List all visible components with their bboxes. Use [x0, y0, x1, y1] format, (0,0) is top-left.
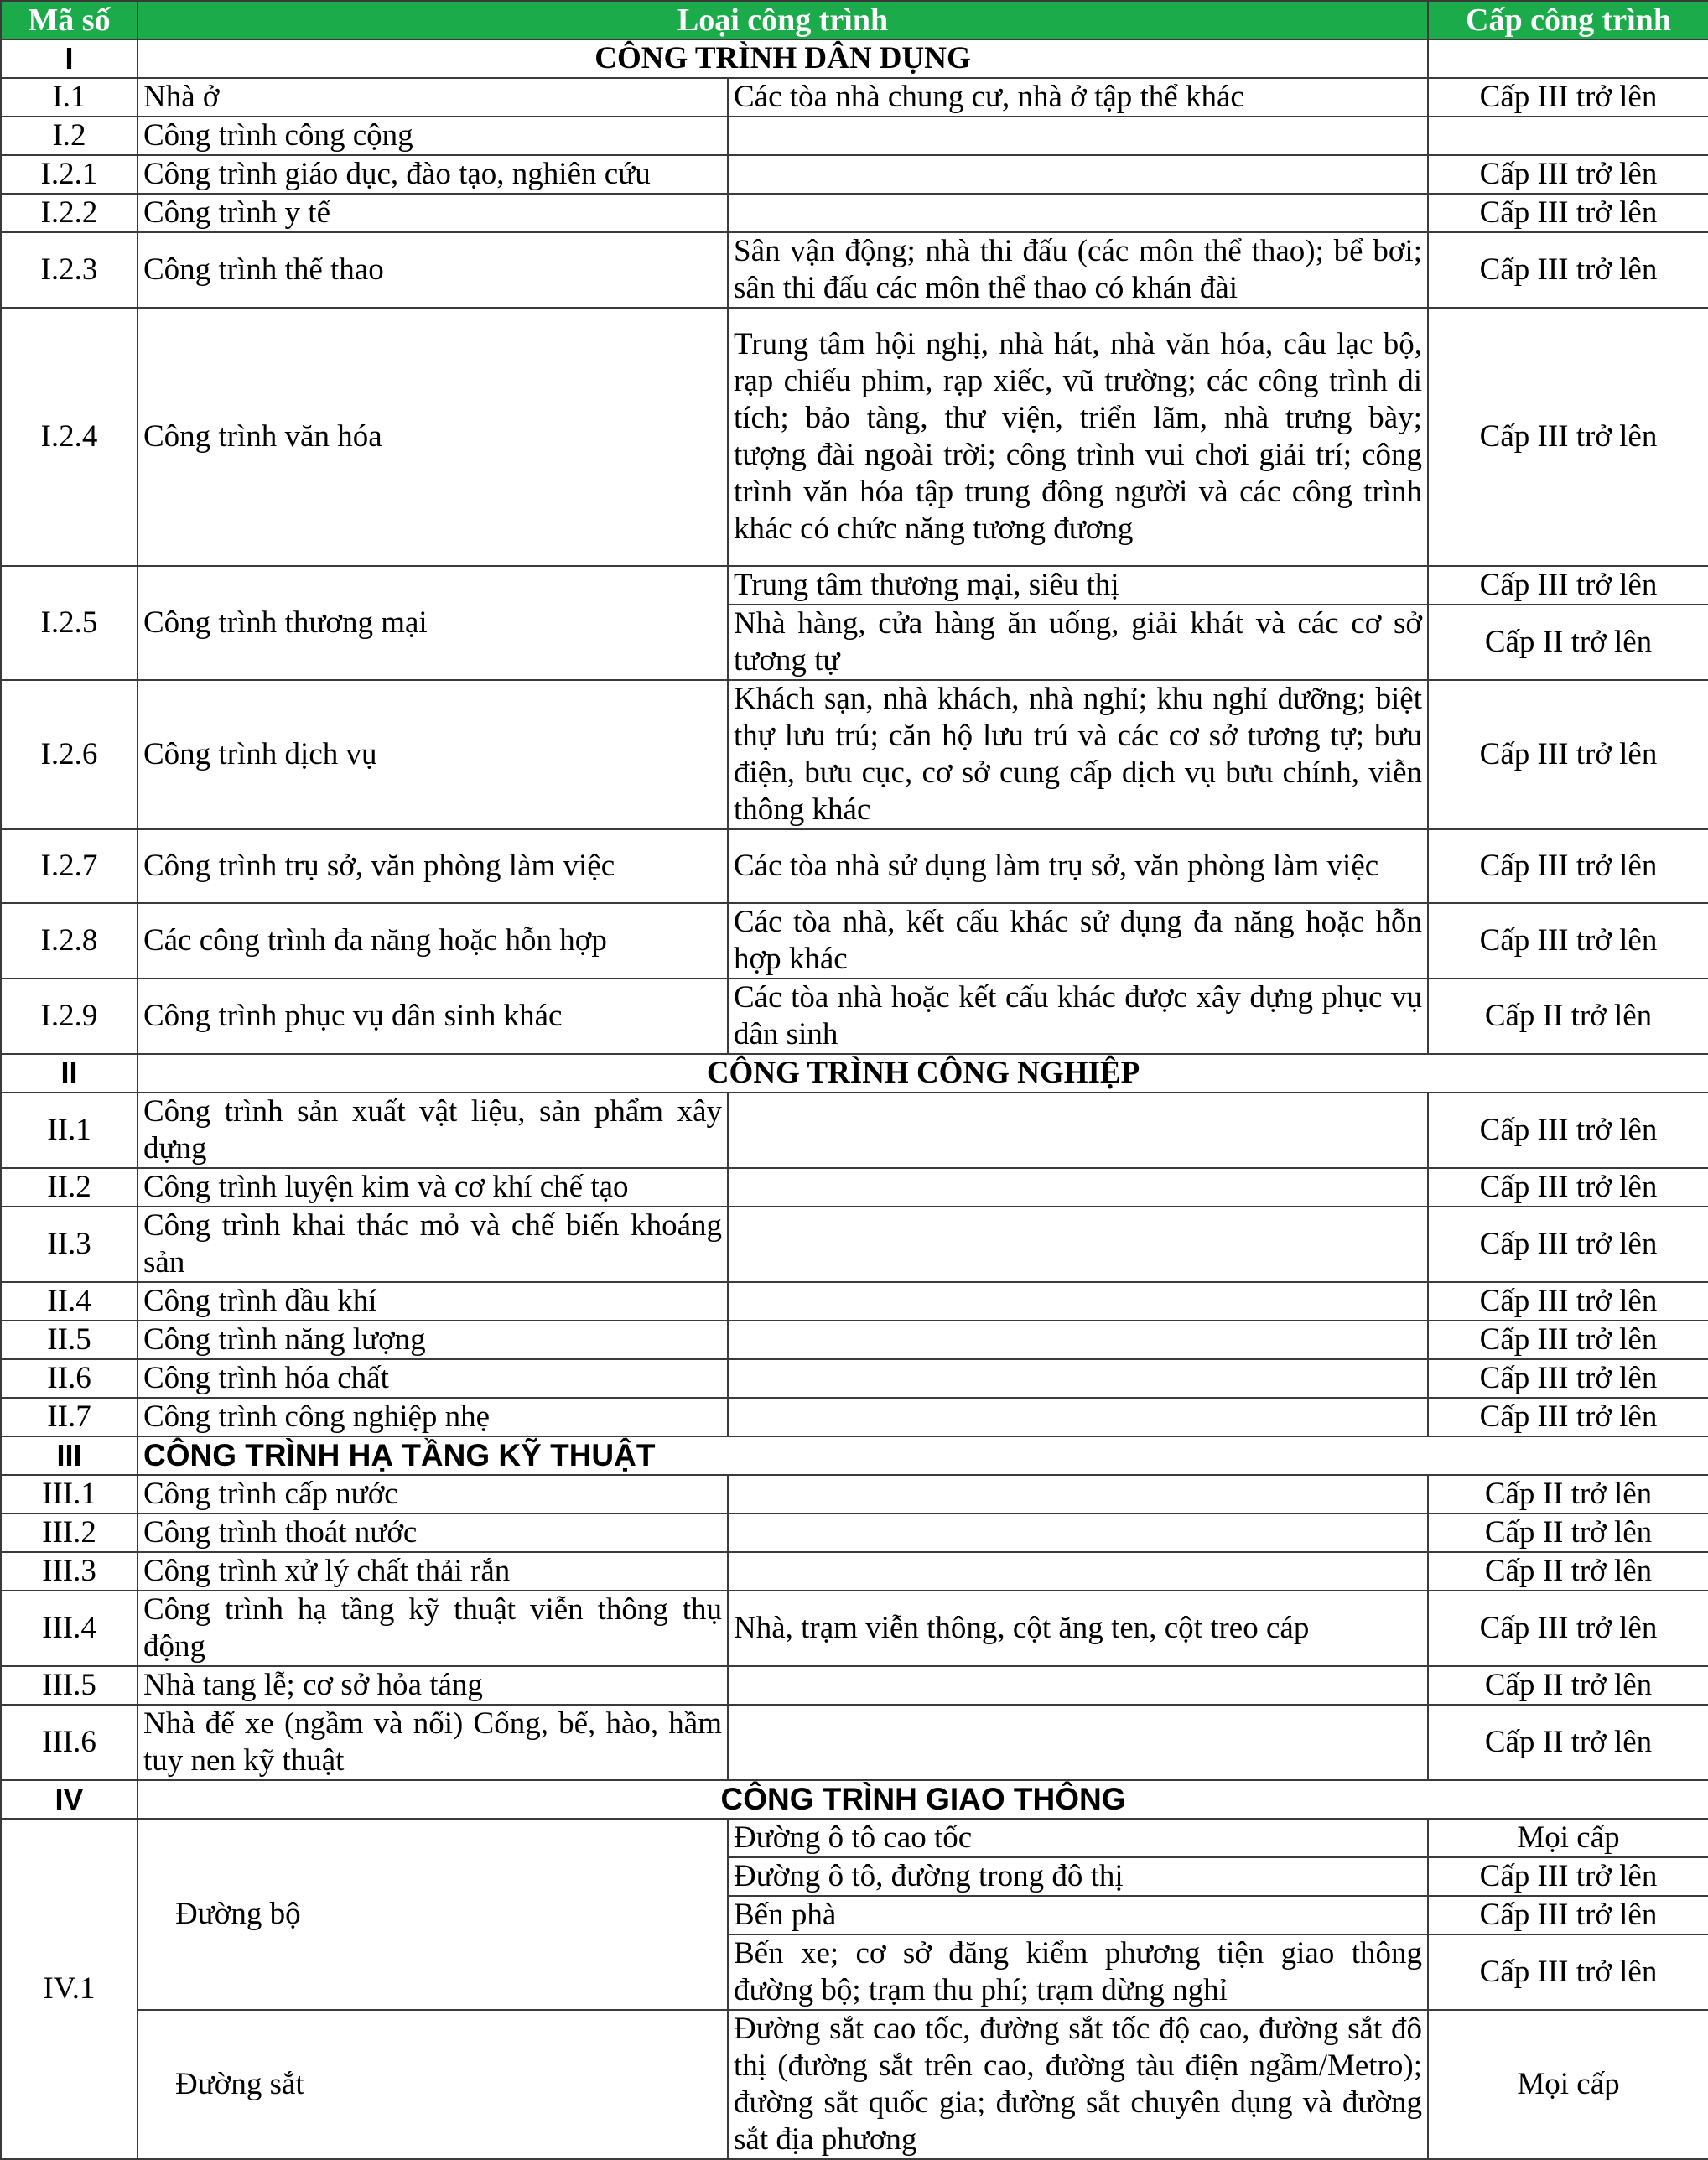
row-name: Công trình xử lý chất thải rắn	[138, 1552, 728, 1591]
row-detail: Đường ô tô cao tốc	[728, 1819, 1428, 1857]
row-detail: Đường sắt cao tốc, đường sắt tốc độ cao, đường sắt đô thị (đường sắt trên cao, đường tàu điện ngầm/Metro); đường sắt quốc gia; đường sắt chuyên dụng và đường sắt địa phương	[728, 2010, 1428, 2159]
row-detail: Bến xe; cơ sở đăng kiểm phương tiện giao thông đường bộ; trạm thu phí; trạm dừng nghỉ	[728, 1934, 1428, 2010]
empty-cell	[728, 1398, 1428, 1436]
table-row	[1, 979, 1708, 1054]
row-name: Công trình dầu khí	[138, 1282, 728, 1321]
row-name: Công trình công cộng	[138, 117, 728, 155]
row-level: Cấp III trở lên	[1428, 1591, 1708, 1666]
table-row	[1, 1514, 1708, 1552]
row-detail: Nhà hàng, cửa hàng ăn uống, giải khát và các cơ sở tương tự	[728, 605, 1428, 680]
row-code: I.2.2	[1, 194, 138, 232]
empty-cell	[728, 1705, 1428, 1780]
section-title: CÔNG TRÌNH CÔNG NGHIỆP	[138, 1054, 1708, 1093]
row-detail: Sân vận động; nhà thi đấu (các môn thể thao); bể bơi; sân thi đấu các môn thể thao có khán đài	[728, 232, 1428, 308]
empty-cell	[728, 155, 1428, 194]
row-code: I.2.9	[1, 979, 138, 1054]
table-row	[1, 1321, 1708, 1359]
row-name: Công trình y tế	[138, 194, 728, 232]
row-name: Công trình phục vụ dân sinh khác	[138, 979, 728, 1054]
row-name: Công trình dịch vụ	[138, 680, 728, 829]
row-level: Cấp III trở lên	[1428, 232, 1708, 308]
table-row	[1, 680, 1708, 829]
table-row	[1, 1705, 1708, 1780]
empty-cell	[728, 1207, 1428, 1282]
row-code: II.2	[1, 1168, 138, 1207]
table-row	[1, 1398, 1708, 1436]
table-row	[1, 1475, 1708, 1514]
row-level: Cấp III trở lên	[1428, 1398, 1708, 1436]
empty-cell	[728, 1093, 1428, 1168]
row-code: I.2.8	[1, 903, 138, 979]
table-row	[1, 1552, 1708, 1591]
row-level: Cấp II trở lên	[1428, 1514, 1708, 1552]
row-level: Mọi cấp	[1428, 1819, 1708, 1857]
row-name: Nhà ở	[138, 78, 728, 117]
table-row	[1, 78, 1708, 117]
row-level: Cấp II trở lên	[1428, 979, 1708, 1054]
section-title: CÔNG TRÌNH HẠ TẦNG KỸ THUẬT	[138, 1436, 1708, 1475]
row-level: Cấp II trở lên	[1428, 1705, 1708, 1780]
row-level: Cấp III trở lên	[1428, 829, 1708, 903]
table-row	[1, 2010, 1708, 2159]
row-code: I.2.7	[1, 829, 138, 903]
row-level: Cấp III trở lên	[1428, 903, 1708, 979]
row-code: II.1	[1, 1093, 138, 1168]
row-level: Cấp III trở lên	[1428, 1321, 1708, 1359]
section-row	[1, 39, 1708, 78]
row-name: Công trình thương mại	[138, 566, 728, 680]
section-row	[1, 1436, 1708, 1475]
table-row	[1, 117, 1708, 155]
table-row	[1, 1819, 1708, 1857]
row-level: Cấp III trở lên	[1428, 1282, 1708, 1321]
row-level: Cấp III trở lên	[1428, 194, 1708, 232]
row-level: Cấp II trở lên	[1428, 605, 1708, 680]
row-code: I.2	[1, 117, 138, 155]
row-code: III.3	[1, 1552, 138, 1591]
row-code: I.2.6	[1, 680, 138, 829]
row-level: Cấp III trở lên	[1428, 1359, 1708, 1398]
row-code: IV.1	[1, 1819, 138, 2159]
table-row	[1, 1168, 1708, 1207]
header-level: Cấp công trình	[1428, 1, 1708, 39]
row-name: Công trình thoát nước	[138, 1514, 728, 1552]
row-name: Công trình giáo dục, đào tạo, nghiên cứu	[138, 155, 728, 194]
table-row	[1, 232, 1708, 308]
empty-cell	[728, 1475, 1428, 1514]
row-detail: Các tòa nhà hoặc kết cấu khác được xây dựng phục vụ dân sinh	[728, 979, 1428, 1054]
row-code: III.2	[1, 1514, 138, 1552]
row-name: Công trình cấp nước	[138, 1475, 728, 1514]
table-row	[1, 566, 1708, 605]
row-detail: Các tòa nhà, kết cấu khác sử dụng đa năng hoặc hỗn hợp khác	[728, 903, 1428, 979]
row-name: Các công trình đa năng hoặc hỗn hợp	[138, 903, 728, 979]
table-row	[1, 194, 1708, 232]
row-detail: Các tòa nhà chung cư, nhà ở tập thể khác	[728, 78, 1428, 117]
empty-cell	[1428, 117, 1708, 155]
row-name: Đường sắt	[138, 2010, 728, 2159]
row-code: I.1	[1, 78, 138, 117]
row-level: Cấp III trở lên	[1428, 1093, 1708, 1168]
row-name: Công trình thể thao	[138, 232, 728, 308]
row-level: Cấp III trở lên	[1428, 155, 1708, 194]
section-code: II	[1, 1054, 138, 1093]
row-name: Nhà để xe (ngầm và nổi) Cống, bể, hào, hầm tuy nen kỹ thuật	[138, 1705, 728, 1780]
header-type: Loại công trình	[138, 1, 1428, 39]
row-level: Cấp III trở lên	[1428, 1934, 1708, 2010]
empty-cell	[728, 117, 1428, 155]
row-detail: Đường ô tô, đường trong đô thị	[728, 1857, 1428, 1896]
header-row	[1, 1, 1708, 39]
row-name: Đường bộ	[138, 1819, 728, 2010]
row-code: I.2.3	[1, 232, 138, 308]
table-row	[1, 1282, 1708, 1321]
empty-cell	[728, 1359, 1428, 1398]
row-level: Cấp III trở lên	[1428, 308, 1708, 566]
empty-cell	[728, 1514, 1428, 1552]
row-code: I.2.1	[1, 155, 138, 194]
row-name: Công trình hạ tầng kỹ thuật viễn thông thụ động	[138, 1591, 728, 1666]
row-level: Cấp II trở lên	[1428, 1552, 1708, 1591]
table-row	[1, 1666, 1708, 1705]
row-level: Cấp III trở lên	[1428, 1896, 1708, 1934]
empty-cell	[728, 1282, 1428, 1321]
row-level: Cấp II trở lên	[1428, 1666, 1708, 1705]
row-code: II.4	[1, 1282, 138, 1321]
section-row	[1, 1780, 1708, 1819]
row-detail: Nhà, trạm viễn thông, cột ăng ten, cột treo cáp	[728, 1591, 1428, 1666]
row-name: Công trình khai thác mỏ và chế biến khoáng sản	[138, 1207, 728, 1282]
row-detail: Khách sạn, nhà khách, nhà nghỉ; khu nghỉ dưỡng; biệt thự lưu trú; căn hộ lưu trú và các cơ sở tương tự; bưu điện, bưu cục, cơ sở cung cấp dịch vụ bưu chính, viễn thông khác	[728, 680, 1428, 829]
section-code: IV	[1, 1780, 138, 1819]
empty-cell	[728, 1321, 1428, 1359]
row-detail: Trung tâm hội nghị, nhà hát, nhà văn hóa, câu lạc bộ, rạp chiếu phim, rạp xiếc, vũ trường; các công trình di tích; bảo tàng, thư viện, triển lãm, nhà trưng bày; tượng đài ngoài trời; công trình vui chơi giải trí; công trình văn hóa tập trung đông người và các công trình khác có chức năng tương đương	[728, 308, 1428, 566]
row-code: I.2.4	[1, 308, 138, 566]
row-code: I.2.5	[1, 566, 138, 680]
table-row	[1, 1591, 1708, 1666]
row-code: II.6	[1, 1359, 138, 1398]
row-code: III.4	[1, 1591, 138, 1666]
row-code: II.5	[1, 1321, 138, 1359]
row-level: Cấp III trở lên	[1428, 680, 1708, 829]
row-level: Cấp III trở lên	[1428, 566, 1708, 605]
header-code: Mã số	[1, 1, 138, 39]
row-level: Cấp III trở lên	[1428, 1207, 1708, 1282]
row-code: II.7	[1, 1398, 138, 1436]
row-name: Công trình trụ sở, văn phòng làm việc	[138, 829, 728, 903]
row-level: Cấp II trở lên	[1428, 1475, 1708, 1514]
table-row	[1, 1359, 1708, 1398]
empty-cell	[728, 1168, 1428, 1207]
row-code: III.1	[1, 1475, 138, 1514]
row-name: Công trình công nghiệp nhẹ	[138, 1398, 728, 1436]
row-detail: Các tòa nhà sử dụng làm trụ sở, văn phòng làm việc	[728, 829, 1428, 903]
empty-cell	[1428, 39, 1708, 78]
row-name: Nhà tang lễ; cơ sở hỏa táng	[138, 1666, 728, 1705]
empty-cell	[728, 1552, 1428, 1591]
row-name: Công trình văn hóa	[138, 308, 728, 566]
table-row	[1, 308, 1708, 566]
row-detail: Trung tâm thương mại, siêu thị	[728, 566, 1428, 605]
section-row	[1, 1054, 1708, 1093]
row-level: Cấp III trở lên	[1428, 78, 1708, 117]
empty-cell	[728, 1666, 1428, 1705]
row-name: Công trình sản xuất vật liệu, sản phẩm xây dựng	[138, 1093, 728, 1168]
section-code: I	[1, 39, 138, 78]
table-row	[1, 1093, 1708, 1168]
row-code: II.3	[1, 1207, 138, 1282]
table-row	[1, 903, 1708, 979]
row-name: Công trình hóa chất	[138, 1359, 728, 1398]
empty-cell	[728, 194, 1428, 232]
section-title: CÔNG TRÌNH DÂN DỤNG	[138, 39, 1428, 78]
row-detail: Bến phà	[728, 1896, 1428, 1934]
row-name: Công trình luyện kim và cơ khí chế tạo	[138, 1168, 728, 1207]
row-code: III.6	[1, 1705, 138, 1780]
row-level: Mọi cấp	[1428, 2010, 1708, 2159]
section-code: III	[1, 1436, 138, 1475]
row-level: Cấp III trở lên	[1428, 1168, 1708, 1207]
table-row	[1, 1207, 1708, 1282]
row-code: III.5	[1, 1666, 138, 1705]
row-level: Cấp III trở lên	[1428, 1857, 1708, 1896]
table-row	[1, 829, 1708, 903]
table-row	[1, 155, 1708, 194]
row-name: Công trình năng lượng	[138, 1321, 728, 1359]
section-title: CÔNG TRÌNH GIAO THÔNG	[138, 1780, 1708, 1819]
